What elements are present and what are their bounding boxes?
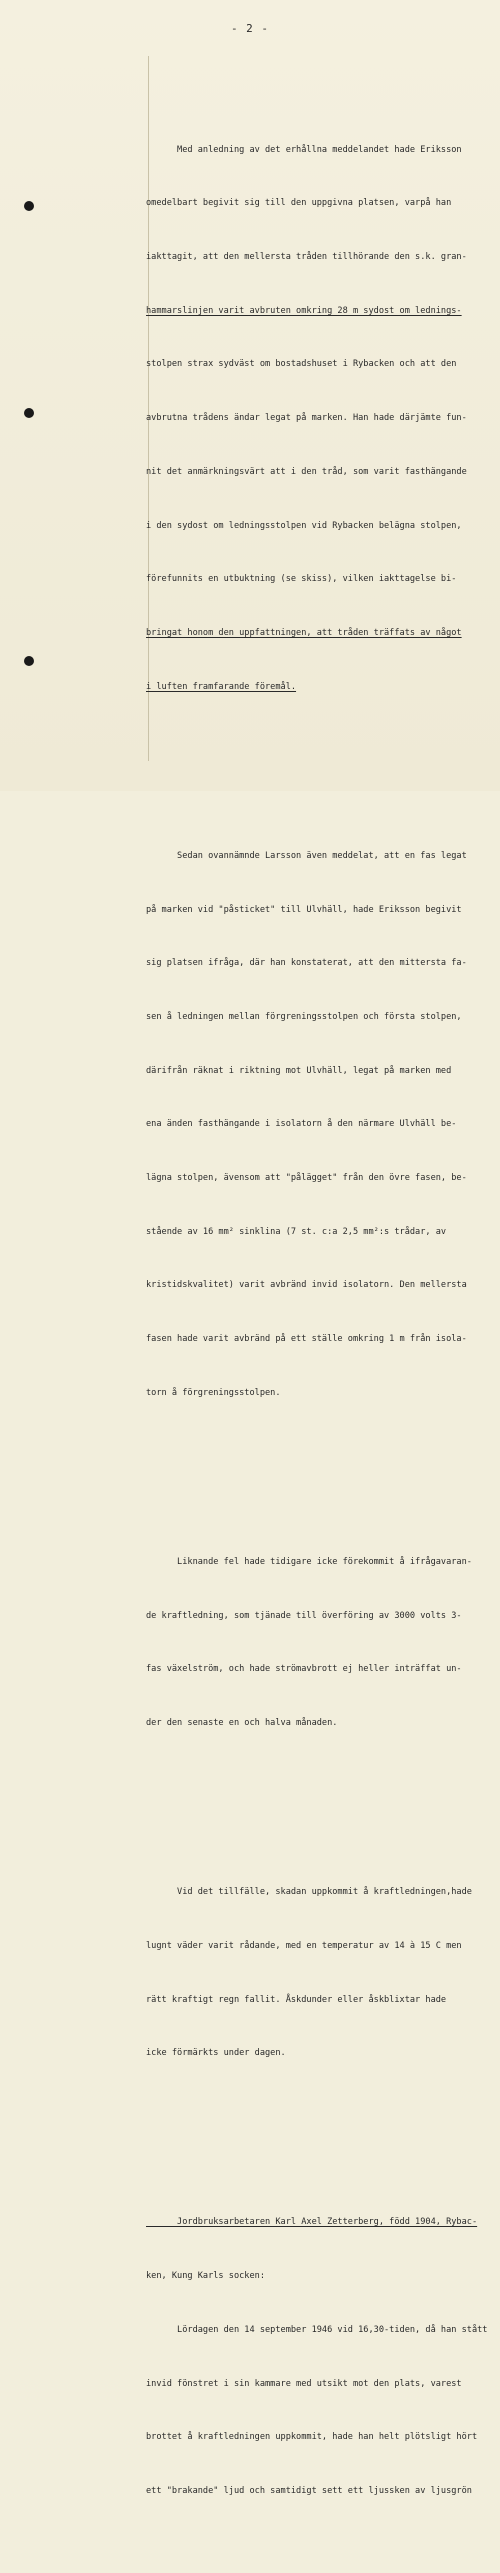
text-line: Liknande fel hade tidigare icke förekommit å ifrågavaran-	[146, 1556, 472, 1567]
text-line: Sedan ovannämnde Larsson även meddelat, att en fas legat	[146, 850, 467, 861]
paragraph-gap	[146, 768, 494, 776]
text-line: sen å ledningen mellan förgreningsstolpen och första stolpen,	[146, 1011, 462, 1022]
text-line: i luften framfarande föremål.	[146, 681, 297, 692]
page-number: - 2 -	[230, 22, 270, 35]
text-line: invid fönstret i sin kammare med utsikt mot den plats, varest	[146, 2378, 462, 2389]
text-line: ett "brakande" ljud och samtidigt sett ett ljussken av ljusgrön	[146, 2485, 472, 2496]
paragraph-gap	[146, 1805, 494, 1813]
text-line: lugnt väder varit rådande, med en temperatur av 14 à 15 C men	[146, 1940, 462, 1951]
text-line: förefunnits en utbuktning (se skiss), vilken iakttagelse bi-	[146, 574, 457, 585]
text-line: stolpen strax sydväst om bostadshuset i Rybacken och att den	[146, 359, 457, 370]
text-line: därifrån räknat i riktning mot Ulvhäll, legat på marken med	[146, 1065, 452, 1076]
text-line: ena änden fasthängande i isolatorn å den närmare Ulvhäll be-	[146, 1119, 457, 1130]
text-line: de kraftledning, som tjänade till överföring av 3000 volts 3-	[146, 1610, 462, 1621]
text-line: ken, Kung Karls socken:	[146, 2271, 265, 2282]
text-line: nit det anmärkningsvärt att i den tråd, som varit fasthängande	[146, 466, 467, 477]
paragraph-4	[146, 1848, 494, 2099]
binder-hole-middle	[24, 408, 34, 418]
text-line: omedelbart begivit sig till den uppgivna platsen, varpå han	[146, 198, 452, 209]
paragraph-5	[146, 2179, 494, 2537]
paragraph-gap	[146, 2135, 494, 2143]
text-line: avbrutna trådens ändar legat på marken. Han hade därjämte fun-	[146, 413, 467, 424]
text-line: icke förmärkts under dagen.	[146, 2048, 286, 2059]
text-line: fas växelström, och hade strömavbrott ej heller inträffat un-	[146, 1664, 462, 1675]
text-line: bringat honom den uppfattningen, att tråden träffats av något	[146, 627, 462, 638]
text-line: brottet å kraftledningen uppkommit, hade han helt plötsligt hört	[146, 2432, 478, 2443]
text-line: iakttagit, att den mellersta tråden tillhörande den s.k. gran-	[146, 252, 467, 263]
text-line: der den senaste en och halva månaden.	[146, 1718, 338, 1729]
paragraph-2	[146, 812, 494, 1439]
text-line: Med anledning av det erhållna meddelandet hade Eriksson	[146, 144, 462, 155]
text-line: sig platsen ifråga, där han konstaterat, att den mittersta fa-	[146, 958, 467, 969]
paragraph-1	[146, 106, 494, 733]
text-line: hammarslinjen varit avbruten omkring 28 m sydost om lednings-	[146, 305, 462, 316]
binder-hole-top	[24, 201, 34, 211]
paragraph-gap	[146, 1474, 494, 1482]
binder-hole-bottom	[24, 656, 34, 666]
text-line: Vid det tillfälle, skadan uppkommit å kraftledningen,hade	[146, 1887, 472, 1898]
document-body	[146, 70, 494, 2573]
text-line: Jordbruksarbetaren Karl Axel Zetterberg, född 1904, Rybac-	[146, 2217, 478, 2228]
text-line: lägna stolpen, ävensom att "pålägget" från den övre fasen, be-	[146, 1173, 467, 1184]
text-line: kristidskvalitet) varit avbränd invid isolatorn. Den mellersta	[146, 1280, 467, 1291]
text-line: fasen hade varit avbränd på ett ställe omkring 1 m från isola-	[146, 1334, 467, 1345]
text-line: rätt kraftigt regn fallit. Åskdunder eller åskblixtar hade	[146, 1994, 447, 2005]
text-line: Lördagen den 14 september 1946 vid 16,30-tiden, då han stått	[146, 2324, 488, 2335]
paragraph-3	[146, 1518, 494, 1769]
text-line: stående av 16 mm² sinklina (7 st. c:a 2,5 mm²:s trådar, av	[146, 1226, 447, 1237]
text-line: i den sydost om ledningsstolpen vid Rybacken belägna stolpen,	[146, 520, 462, 531]
text-line: torn å förgreningsstolpen.	[146, 1387, 281, 1398]
text-line: på marken vid "påsticket" till Ulvhäll, hade Eriksson begivit	[146, 904, 462, 915]
